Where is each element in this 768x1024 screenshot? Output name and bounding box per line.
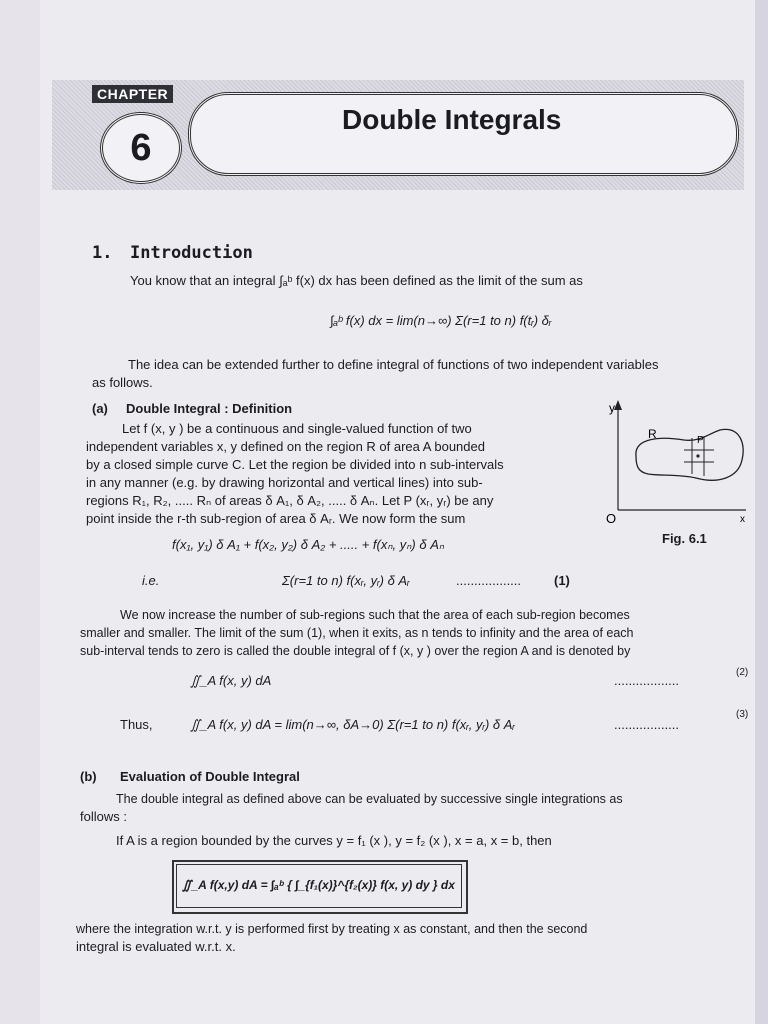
part-b-line-2: follows :: [80, 809, 127, 824]
y-axis-label: y: [609, 401, 615, 415]
definition-line-3: by a closed simple curve C. Let the region be divided into n sub-intervals: [86, 457, 504, 472]
eq3-formula: ∬_A f(x, y) dA = lim(n→∞, δA→0) Σ(r=1 to n) f(xᵣ, yᵣ) δ Aᵣ: [190, 717, 515, 732]
definition-line-4: in any manner (e.g. by drawing horizontal and vertical lines) into sub-: [86, 475, 483, 490]
definition-line-6: point inside the r-th sub-region of area δ Aᵣ. We now form the sum: [86, 511, 466, 526]
eq2-formula: ∬_A f(x, y) dA: [190, 673, 272, 688]
point-label: P: [697, 435, 704, 446]
region-figure: [600, 398, 750, 528]
sum-formula: f(x₁, y₁) δ A₁ + f(x₂, y₂) δ A₂ + ..... + f(xₙ, yₙ) δ Aₙ: [172, 537, 445, 552]
chapter-number: 6: [100, 112, 182, 184]
section-heading: Introduction: [130, 243, 253, 263]
limit-formula: ∫ₐᵇ f(x) dx = lim(n→∞) Σ(r=1 to n) f(tᵣ) δᵣ: [330, 313, 552, 328]
definition-line-1: Let f (x, y ) be a continuous and single-valued function of two: [122, 421, 472, 436]
point-p: [696, 454, 699, 457]
part-b-label: (b): [80, 769, 97, 784]
para2-line-3: sub-interval tends to zero is called the double integral of f (x, y ) over the region A and is denoted by: [80, 644, 631, 658]
eq3-number: (3): [736, 709, 749, 720]
y-axis-arrow: [614, 400, 622, 410]
part-a-label: (a): [92, 401, 108, 416]
x-axis-label: x: [740, 514, 745, 525]
part-b-line-5: integral is evaluated w.r.t. x.: [76, 939, 236, 954]
chapter-title: Double Integrals: [342, 104, 562, 135]
origin-label: O: [606, 511, 617, 526]
part-b-heading: Evaluation of Double Integral: [120, 769, 300, 784]
ie-label: i.e.: [142, 573, 160, 588]
sum-equation-1: Σ(r=1 to n) f(xᵣ, yᵣ) δ Aᵣ: [282, 573, 410, 588]
intro-line: You know that an integral ∫ₐᵇ f(x) dx has been defined as the limit of the sum as: [130, 273, 583, 288]
eq2-number: (2): [736, 667, 749, 678]
part-b-line-3: If A is a region bounded by the curves y = f₁ (x ), y = f₂ (x ), x = a, x = b, then: [116, 833, 552, 848]
definition-line-2: independent variables x, y defined on the region R of area A bounded: [86, 439, 485, 454]
part-b-line-1: The double integral as defined above can be evaluated by successive single integrations as: [116, 792, 623, 806]
eq3-leader: ..................: [614, 717, 680, 732]
para2-line-1: We now increase the number of sub-regions such that the area of each sub-region becomes: [120, 608, 630, 622]
part-a-heading: Double Integral : Definition: [126, 401, 293, 416]
chapter-label: CHAPTER: [92, 85, 173, 103]
eq1-number: (1): [554, 573, 570, 588]
idea-line-1: The idea can be extended further to define integral of functions of two independent variables: [128, 357, 659, 372]
figure-caption: Fig. 6.1: [662, 531, 707, 546]
section-number: 1.: [92, 243, 113, 263]
part-b-line-4: where the integration w.r.t. y is performed first by treating x as constant, and then the second: [76, 922, 588, 936]
eq1-leader: ..................: [456, 573, 522, 588]
idea-line-2: as follows.: [92, 375, 153, 390]
para2-line-2: smaller and smaller. The limit of the sum (1), when it exits, as n tends to infinity and the area of each: [80, 626, 634, 640]
region-label: R: [648, 427, 657, 441]
boxed-formula: ∬_A f(x,y) dA = ∫ₐᵇ { ∫_{f₁(x)}^{f₂(x)} f(x, y) dy } dx: [182, 878, 455, 892]
definition-line-5: regions R₁, R₂, ..... Rₙ of areas δ A₁, δ A₂, ..... δ Aₙ. Let P (xᵣ, yᵣ) be any: [86, 493, 494, 508]
page-edge: [755, 0, 768, 1024]
thus-label: Thus,: [120, 717, 153, 732]
eq2-leader: ..................: [614, 673, 680, 688]
